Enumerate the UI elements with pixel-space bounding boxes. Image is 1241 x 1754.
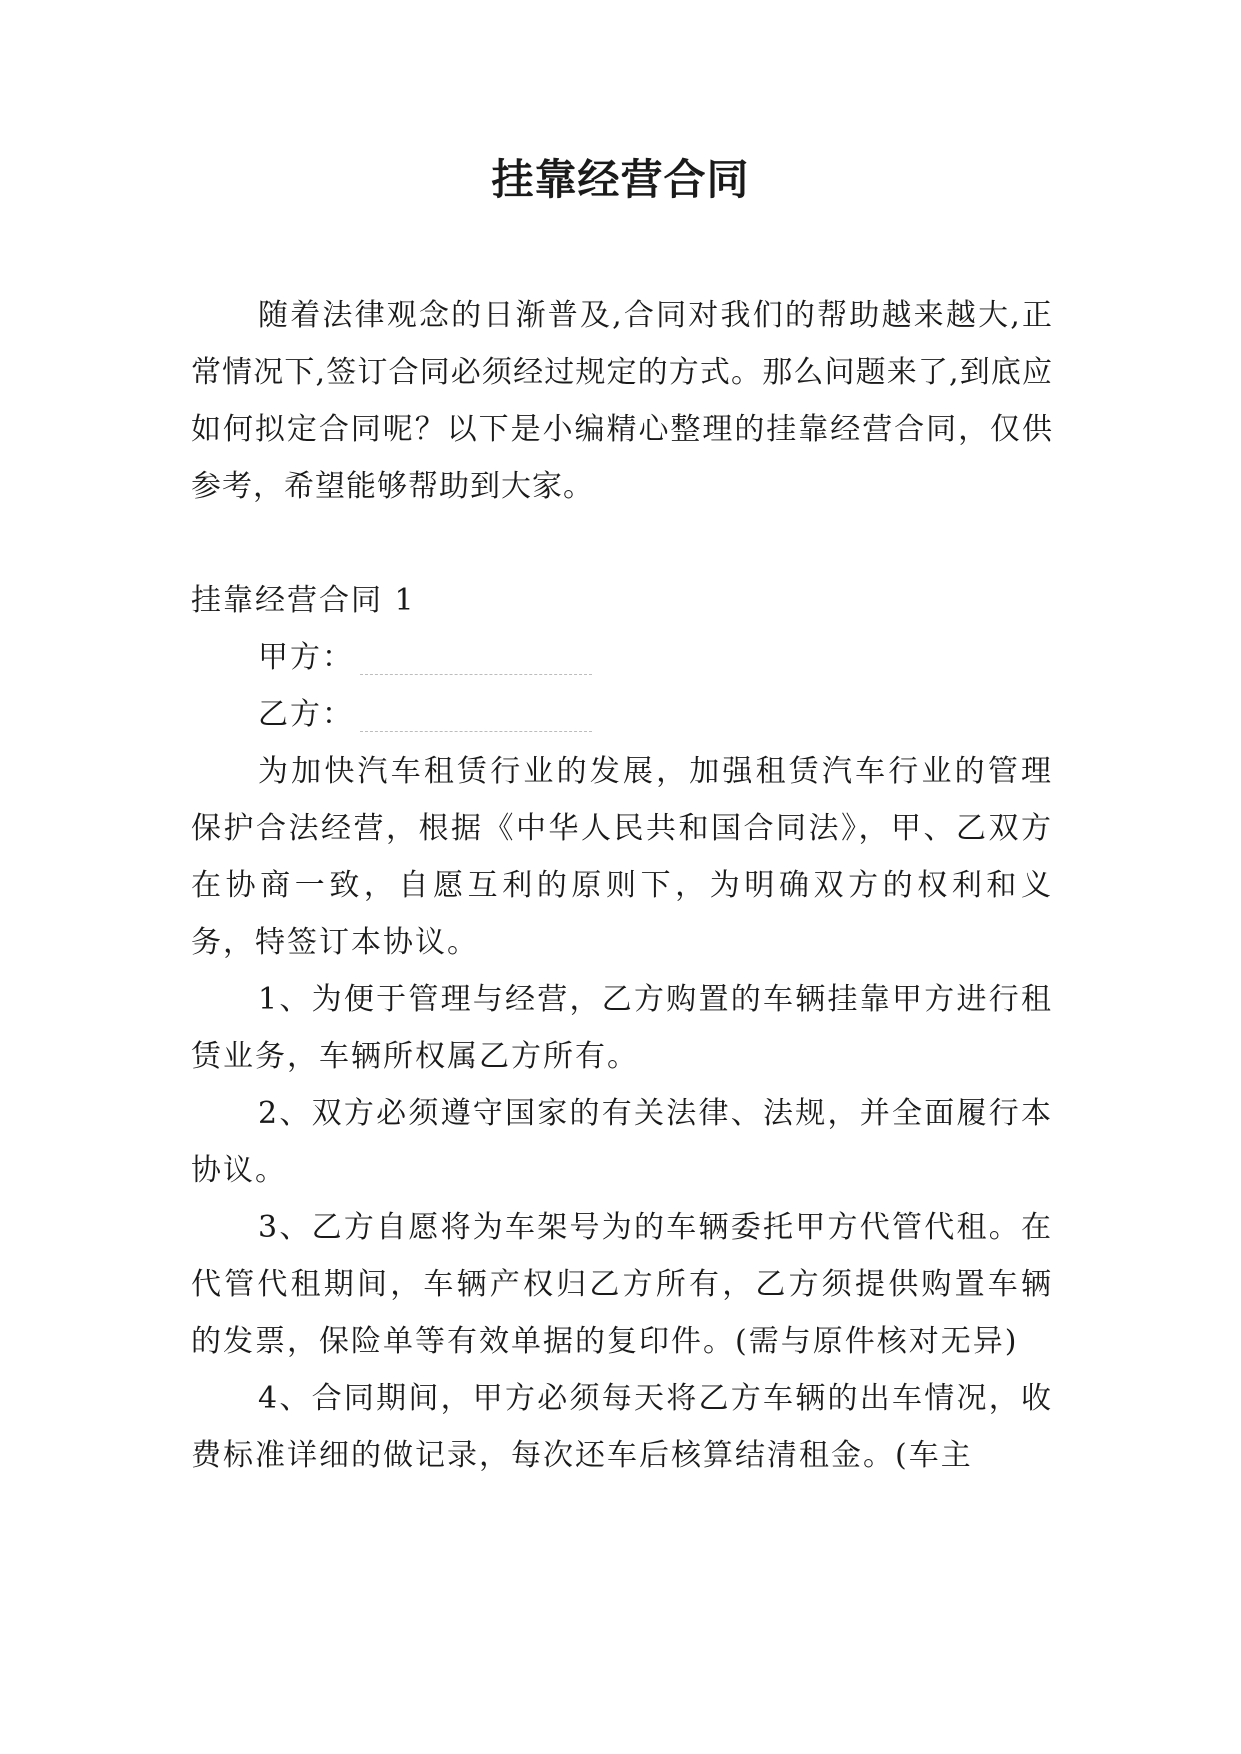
party-a-label: 甲方：: [258, 640, 354, 675]
clause-4-paragraph: 4、合同期间，甲方必须每天将乙方车辆的出车情况，收费标准详细的做记录，每次还车后核算结清租金。(车主: [191, 1381, 1053, 1473]
document-title: 挂靠经营合同: [491, 155, 750, 204]
party-b-blank: [360, 701, 592, 732]
preamble-paragraph: 为加快汽车租赁行业的发展，加强租赁汽车行业的管理保护合法经营，根据《中华人民共和国合同法》，甲、乙双方在协商一致，自愿互利的原则下，为明确双方的权利和义务，特签订本协议。: [191, 754, 1053, 960]
spacer: [191, 515, 1053, 572]
clause-2-paragraph: 2、双方必须遵守国家的有关法律、法规，并全面履行本协议。: [191, 1096, 1053, 1188]
party-b-line: [191, 686, 1053, 743]
intro-paragraph: 随着法律观念的日渐普及,合同对我们的帮助越来越大,正常情况下,签订合同必须经过规定的方式。那么问题来了,到底应如何拟定合同呢？以下是小编精心整理的挂靠经营合同，仅供参考，希望能够帮助到大家。: [191, 298, 1053, 504]
clause-1-paragraph: 1、为便于管理与经营，乙方购置的车辆挂靠甲方进行租赁业务，车辆所权属乙方所有。: [191, 982, 1053, 1074]
clause-3-paragraph: 3、乙方自愿将为车架号为的车辆委托甲方代管代租。在代管代租期间，车辆产权归乙方所有，乙方须提供购置车辆的发票，保险单等有效单据的复印件。(需与原件核对无异): [191, 1210, 1053, 1359]
party-b-label: 乙方：: [258, 697, 354, 732]
party-a-line: [191, 629, 1053, 686]
document-body: [191, 287, 1053, 1484]
party-a-blank: [360, 644, 592, 675]
section-heading: 挂靠经营合同 1: [191, 583, 416, 618]
